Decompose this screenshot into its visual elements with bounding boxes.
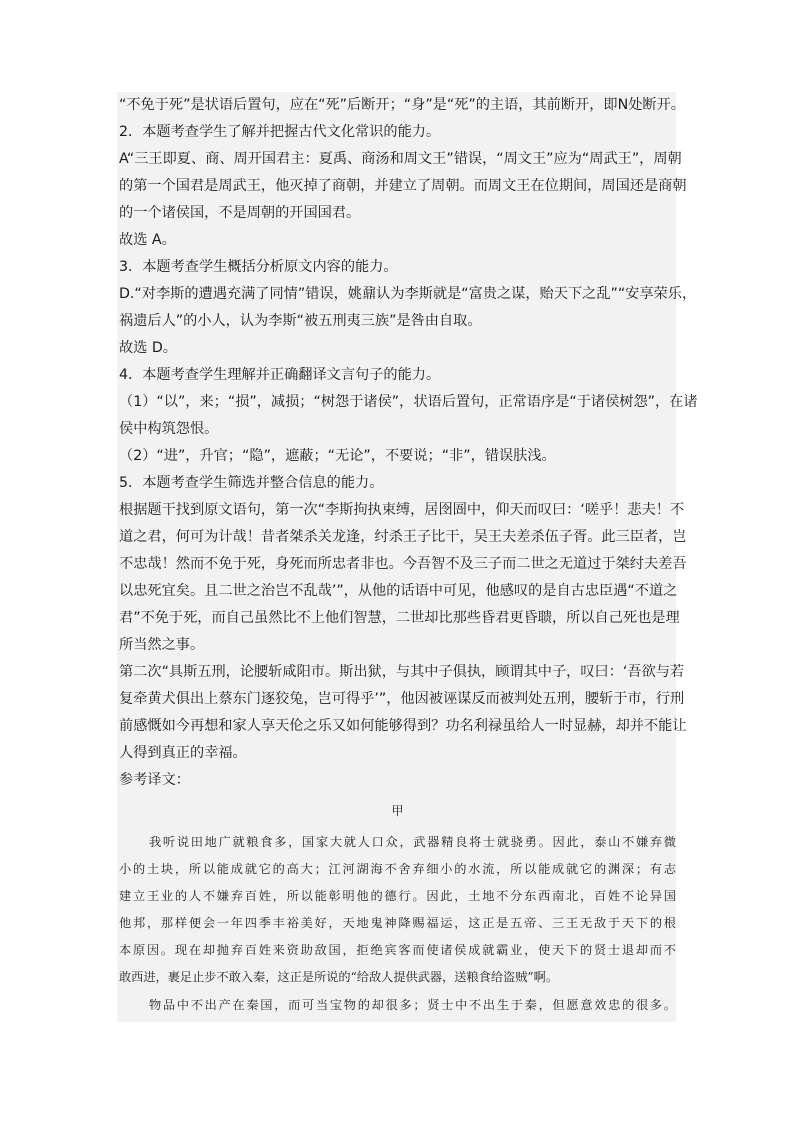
answer-line: （2）“进”，升官；“隐”，遮蔽；“无论”，不要说；“非”，错误肤浅。 [119, 448, 556, 464]
answer-line: 的第一个国君是周武王，他灭掉了商朝，并建立了周朝。而周文王在位期间，周国还是商朝 [119, 178, 687, 194]
translation-line: 他邦，那样便会一年四季丰裕美好，天地鬼神降赐福运，这正是五帝、三王无敌于天下的根 [119, 916, 676, 930]
answer-line: 君”不免于死，而自己虽然比不上他们智慧，二世却比那些昏君更昏聩，所以自己死也是理 [119, 610, 680, 626]
answer-line: 第二次“具斯五刑，论腰斩咸阳市。斯出狱，与其中子俱执，顾谓其中子，叹曰：‘吾欲与若 [119, 664, 685, 680]
answer-line: 5．本题考查学生筛选并整合信息的能力。 [119, 475, 384, 491]
answer-line: 不忠哉！然而不免于死，身死而所忠者非也。今吾智不及三子而二世之无道过于桀纣夫差吾 [119, 556, 687, 572]
answer-line: 3．本题考查学生概括分析原文内容的能力。 [119, 259, 398, 275]
answer-line: 人得到真正的幸福。 [119, 745, 247, 761]
answer-line: A“三王即夏、商、周开国君主：夏禹、商汤和周文王”错误，“周文王”应为“周武王”，周朝 [119, 151, 682, 167]
answer-line: （1）“以”，来；“损”，减损；“树怨于诸侯”，状语后置句，正常语序是“于诸侯树怨”，在诸 [119, 394, 698, 410]
translation-line: 我听说田地广就粮食多，国家大就人口众，武器精良将士就骁勇。因此，泰山不嫌弃微 [149, 835, 676, 849]
translation-line: 物品中不出产在秦国，而可当宝物的却很多；贤士中不出生于秦，但愿意效忠的很多。 [149, 998, 676, 1012]
translation-line: 敢西进，裹足止步不敢入秦，这正是所说的“给敌人提供武器，送粮食给盗贼”啊。 [119, 970, 559, 984]
answer-line: 前感慨如今再想和家人享天伦之乐又如何能够得到？功名利禄虽给人一时显赫，却并不能让 [119, 718, 687, 734]
answer-line: 2．本题考查学生了解并把握古代文化常识的能力。 [119, 124, 441, 140]
answer-line: 侯中构筑怨恨。 [119, 421, 219, 437]
translation-line: 建立王业的人不嫌弃百姓，所以能彰明他的德行。因此，土地不分东西南北，百姓不论异国 [119, 889, 676, 903]
answer-line: 道之君，何可为计哉！昔者桀杀关龙逢，纣杀王子比干，吴王夫差杀伍子胥。此三臣者，岂 [119, 529, 687, 545]
answer-line: 故选 A。 [119, 232, 176, 248]
answer-line: D.“对李斯的遭遇充满了同情”错误，姚鼐认为李斯就是“富贵之谋，贻天下之乱”“安享荣乐， [119, 286, 697, 302]
document-page [117, 92, 698, 1022]
translation-line: 本原因。现在却抛弃百姓来资助敌国，拒绝宾客而使诸侯成就霸业，使天下的贤士退却而不 [119, 943, 676, 957]
answer-line: 4．本题考查学生理解并正确翻译文言句子的能力。 [119, 367, 441, 383]
answer-line: “不免于死”是状语后置句，应在“死”后断开；“身”是“死”的主语，其前断开，即N处断开。 [119, 97, 685, 113]
translation-line: 小的土块，所以能成就它的高大；江河湖海不舍弃细小的水流，所以能成就它的渊深；有志 [119, 862, 676, 876]
translation-heading: 甲 [391, 804, 404, 818]
answer-line: 故选 D。 [119, 340, 177, 356]
answer-line: 以忠死宜矣。且二世之治岂不乱哉’”，从他的话语中可见，他感叹的是自古忠臣遇“不道之 [119, 583, 678, 599]
answer-line: 祸遗后人”的小人，认为李斯“被五刑夷三族”是咎由自取。 [119, 313, 482, 329]
answer-line: 复牵黄犬俱出上蔡东门逐狡兔，岂可得乎’”，他因被诬谋反而被判处五刑，腰斩于市，行刑 [119, 691, 685, 707]
answer-line: 的一个诸侯国，不是周朝的开国国君。 [119, 205, 361, 221]
answer-line: 所当然之事。 [119, 637, 205, 653]
answer-line: 根据题干找到原文语句，第一次“李斯拘执束缚，居囹圄中，仰天而叹曰：‘嗟乎！悲夫！不 [119, 502, 685, 518]
answer-line: 参考译文： [119, 772, 190, 788]
